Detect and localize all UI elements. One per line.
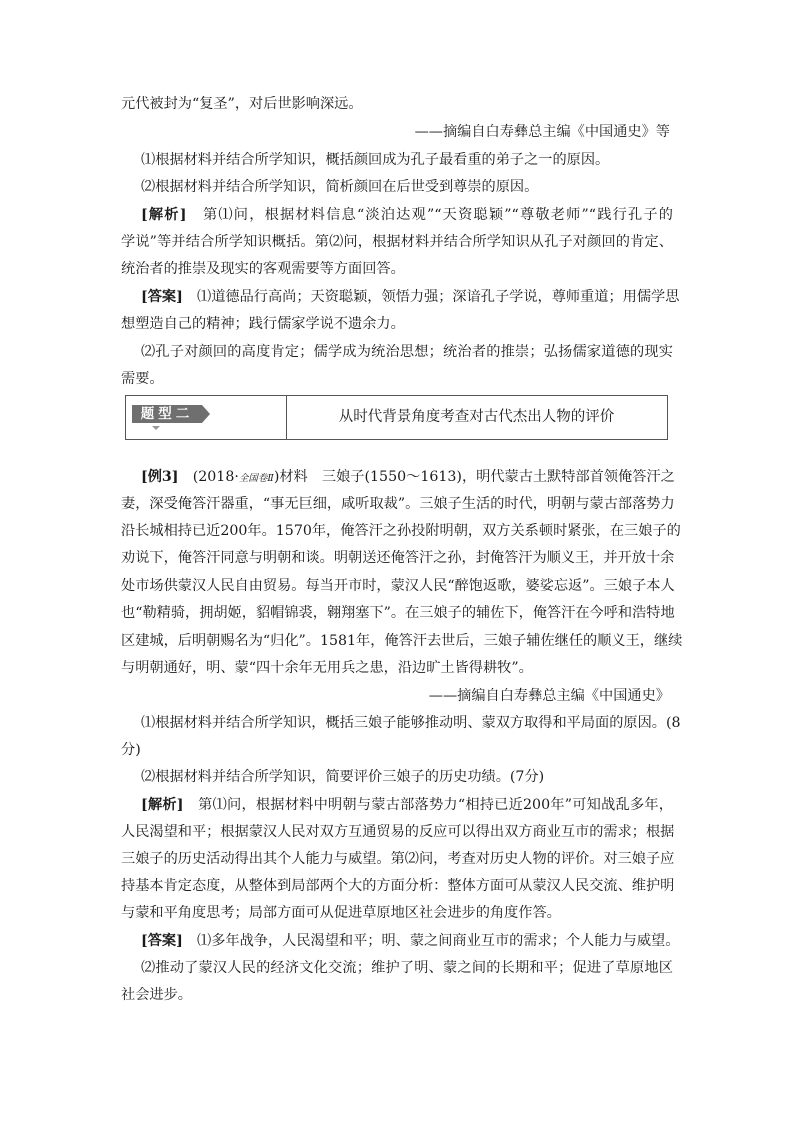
- question-type-banner: [125, 395, 668, 440]
- answer-tag: [答案]: [141, 289, 183, 305]
- question-1: ⑴根据材料并结合所学知识，概括颜回成为孔子最看重的弟子之一的原因。: [141, 152, 610, 168]
- example-3-question-1-line-1: ⑴根据材料并结合所学知识，概括三娘子能够推动明、蒙双方取得和平局面的原因。(8: [141, 715, 681, 731]
- notch-icon: [152, 426, 160, 430]
- example-3-line-2: 妻，深受俺答汗器重，“事无巨细，咸听取裁”。三娘子生活的时代，明朝与蒙古部落势力: [121, 496, 675, 512]
- example-3-line-6: 也“勒精骑，拥胡姬，貂帽锦裘，翱翔塞下”。在三娘子的辅佐下，俺答汗在今呼和浩特地: [121, 605, 675, 621]
- example-3-line-3: 沿长城相持已近200年。1570年，俺答汗之孙投附明朝，双方关系顿时紧张，在三娘子的: [121, 523, 681, 539]
- analysis-tag: [解析]: [141, 207, 187, 223]
- answer-line-2: 想塑造自己的精神；践行儒家学说不遗余力。: [121, 316, 405, 332]
- example-3-answer-2-line-1: ⑵推动了蒙汉人民的经济文化交流；维护了明、蒙之间的长期和平；促进了草原地区: [141, 960, 673, 976]
- material-tail-line: 元代被封为“复圣”，对后世影响深远。: [121, 96, 363, 112]
- exam-source: 全国卷Ⅱ: [238, 473, 274, 484]
- question-type-title: 从时代背景角度考查对古代杰出人物的评价: [338, 409, 615, 425]
- example-3-analysis-line-5: 与蒙和平角度思考；局部方面可从促进草原地区社会进步的角度作答。: [121, 905, 561, 921]
- example-3-analysis-line-2: 人民渴望和平；根据蒙汉人民对双方互通贸易的反应可以得出双方商业互市的需求；根据: [121, 824, 675, 840]
- example-3-line-4: 劝说下，俺答汗同意与明朝和谈。明朝送还俺答汗之孙，封俺答汗为顺义王，并开放十余: [121, 550, 675, 566]
- answer-2-line-2: 需要。: [121, 371, 164, 387]
- example-3-line-1: [例3] (2018·全国卷Ⅱ)材料 三娘子(1550～1613)，明代蒙古土默特部首领俺答汗之: [141, 469, 675, 485]
- example-3-analysis-line-3: 三娘子的历史活动得出其个人能力与威望。第⑵问，考查对历史人物的评价。对三娘子应: [121, 851, 675, 867]
- analysis-line-1: [解析] 第⑴问，根据材料信息“淡泊达观”“天资聪颖”“尊敬老师”“践行孔子的: [141, 207, 673, 223]
- question-2: ⑵根据材料并结合所学知识，简析颜回在后世受到尊崇的原因。: [141, 179, 539, 195]
- example-3-line-8: 与明朝通好，明、蒙“四十余年无用兵之患，沿边旷土皆得耕牧”。: [121, 660, 533, 676]
- example-3-line-7: 区建城，后明朝赐名为“归化”。1581年，俺答汗去世后，三娘子辅佐继任的顺义王，继续: [121, 633, 683, 649]
- example-tag: [例3]: [141, 469, 179, 485]
- example-3-source: ——摘编自白寿彝总主编《中国通史》: [428, 688, 670, 704]
- answer-2-line-1: ⑵孔子对颜回的高度肯定；儒学成为统治思想；统治者的推崇；弘扬儒家道德的现实: [141, 344, 673, 360]
- analysis-tag: [解析]: [141, 797, 184, 813]
- analysis-line-2: 学说”等并结合所学知识概括。第⑵问，根据材料并结合所学知识从孔子对颜回的肯定、: [121, 234, 673, 250]
- example-3-line-5: 处市场供蒙汉人民自由贸易。每当开市时，蒙汉人民“醉饱返歌，婆娑忘返”。三娘子本人: [121, 578, 675, 594]
- example-3-answer-2-line-2: 社会进步。: [121, 987, 192, 1003]
- question-type-label: 题型二: [132, 405, 202, 423]
- material-source: ——摘编自白寿彝总主编《中国通史》等: [414, 124, 670, 140]
- answer-line-1: [答案] ⑴道德品行高尚；天资聪颖，领悟力强；深谙孔子学说，尊师重道；用儒学思: [141, 289, 680, 305]
- example-3-answer-line-1: [答案] ⑴多年战争，人民渴望和平；明、蒙之间商业互市的需求；个人能力与威望。: [141, 933, 680, 949]
- example-3-analysis-line-1: [解析] 第⑴问，根据材料中明朝与蒙古部落势力“相持已近200年”可知战乱多年，: [141, 797, 673, 813]
- question-type-label-cell: [126, 396, 287, 439]
- example-3-question-1-line-2: 分): [121, 742, 141, 758]
- analysis-line-3: 统治者的推崇及现实的客观需要等方面回答。: [121, 261, 405, 277]
- example-3-analysis-line-4: 持基本肯定态度，从整体到局部两个大的方面分析：整体方面可从蒙汉人民交流、维护明: [121, 878, 675, 894]
- example-3-question-2: ⑵根据材料并结合所学知识，简要评价三娘子的历史功绩。(7分): [141, 769, 545, 785]
- answer-tag: [答案]: [141, 933, 183, 949]
